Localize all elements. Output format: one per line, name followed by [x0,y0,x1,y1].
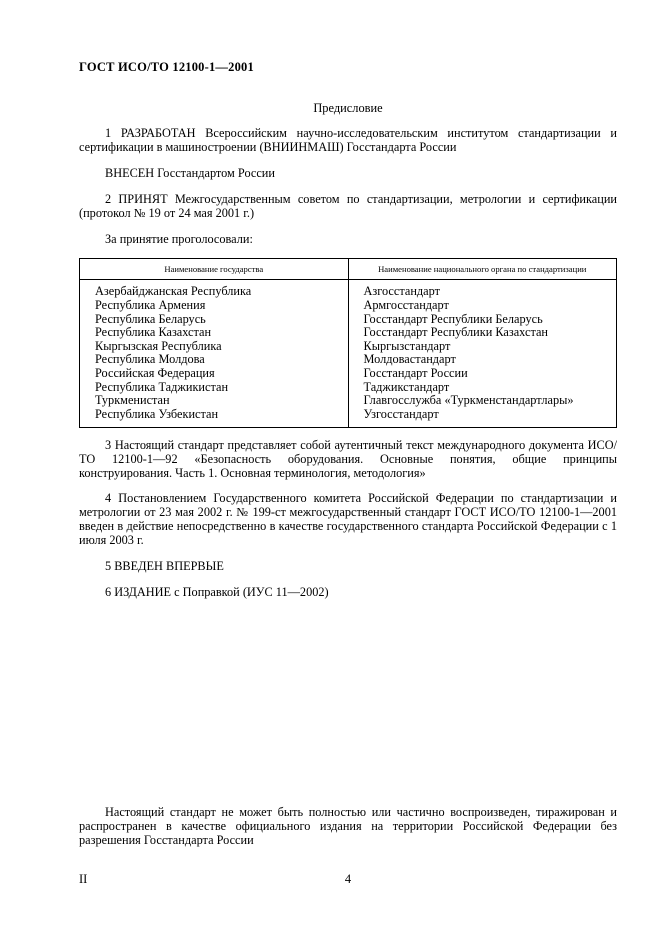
table-row [80,408,617,428]
page-number-center: 4 [344,872,352,886]
cell-standard-body: Узгосстандарт [348,408,617,428]
cell-standard-body: Молдовастандарт [348,353,617,367]
cell-state-name: Туркменистан [95,393,170,408]
cell-state-name: Республика Молдова [95,352,205,367]
cell-standard-body: Госстандарт России [348,367,617,381]
vote-table-header-row [80,259,617,280]
cell-standard-body: Госстандарт Республики Беларусь [348,313,617,327]
cell-state-name: Российская Федерация [95,366,215,380]
section-title-foreword: Предисловие [313,101,383,115]
vote-table-head [80,259,617,280]
paragraph-edition: 6 ИЗДАНИЕ с Поправкой (ИУС 11—2002) [105,584,329,599]
cell-standard-body: Армгосстандарт [348,299,617,313]
table-row [80,353,617,367]
cell-state-name: Азербайджанская Республика [95,284,252,299]
table-row [80,394,617,408]
cell-state-name: Республика Беларусь [95,311,206,326]
vote-table-header-body: Наименование национального органа по стандартизации [348,259,617,280]
page-content [79,60,617,600]
paragraph-authentic-text: 3 Настоящий стандарт представляет собой аутентичный текст международного документа ИСО/ТО 12100-1—92 «Безопасность оборудования. Основные понятия, общие принципы конструирования. Часть 1. Основная терминология, методология» [79,438,617,481]
page-number-roman: II [79,872,88,886]
cell-state-name: Республика Армения [95,298,206,313]
table-row [80,313,617,327]
vote-table-header-state: Наименование государства [80,259,349,280]
paragraph-resolution: 4 Постановлением Государственного комитета Российской Федерации по стандартизации и метрологии от 23 мая 2002 г. № 199-ст межгосударственный стандарт ГОСТ ИСО/ТО 12100-1—2001 введен в действие непосредственно в качестве государственного стандарта Российской Федерации с 1 июля 2003 г. [79,491,617,547]
cell-standard-body: Азгосстандарт [348,280,617,299]
paragraph-introduced-first: 5 ВВЕДЕН ВПЕРВЫЕ [105,558,224,573]
cell-standard-body: Главгосслужба «Туркменстандартлары» [348,394,617,408]
cell-standard-body: Госстандарт Республики Казахстан [348,326,617,340]
table-row [80,367,617,381]
cell-state-name: Республика Казахстан [95,325,212,340]
paragraph-vote-intro: За принятие проголосовали: [105,231,253,246]
paragraph-developed: 1 РАЗРАБОТАН Всероссийским научно-исследовательским институтом стандартизации и сертификации в машиностроении (ВНИИНМАШ) Госстандарта России [79,126,617,154]
table-row [80,280,617,299]
cell-state-name: Республика Узбекистан [95,406,219,421]
paragraph-adopted: 2 ПРИНЯТ Межгосударственным советом по стандартизации, метрологии и сертификации (протокол № 19 от 24 мая 2001 г.) [79,191,617,220]
cell-state-name: Республика Таджикистан [95,379,229,394]
table-row [80,326,617,340]
vote-table [79,258,617,428]
copyright-note: Настоящий стандарт не может быть полностью или частично воспроизведен, тиражирован и распространен в качестве официального издания на территории Российской Федерации без разрешения Госстандарта России [79,805,617,847]
vote-table-body [80,280,617,428]
cell-standard-body: Кыргызстандарт [348,340,617,354]
cell-standard-body: Таджикстандарт [348,381,617,395]
document-code-header: ГОСТ ИСО/ТО 12100-1—2001 [79,60,254,74]
paragraph-submitted: ВНЕСЕН Госстандартом России [105,165,275,180]
cell-state-name: Кыргызская Республика [95,338,222,353]
table-row [80,299,617,313]
table-row [80,381,617,395]
table-row [80,340,617,354]
